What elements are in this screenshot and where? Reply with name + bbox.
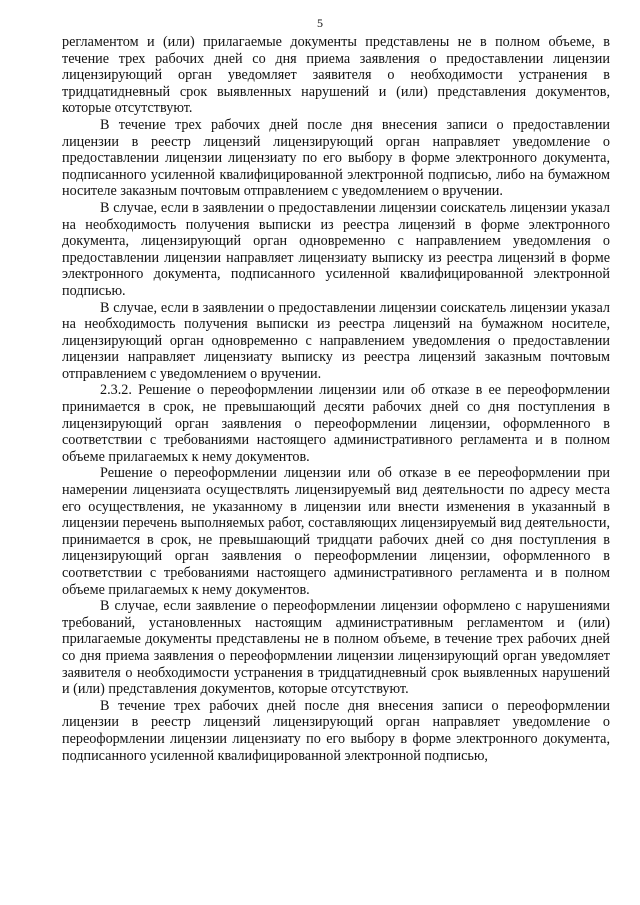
- paragraph-continuation: регламентом и (или) прилагаемые документы представлены не в полном объеме, в течение трех рабочих дней со дня приема заявления о предоставлении лицензии лицензирующий орган уведомляет заявителя о необходимости устранения в тридцатидневный срок выявленных нарушений и (или) представления документов, которые отсутствуют.: [62, 34, 610, 117]
- paragraph: В течение трех рабочих дней после дня внесения записи о предоставлении лицензии в реестр лицензий лицензирующий орган направляет уведомление о предоставлении лицензии лицензиату по его выбору в форме электронного документа, подписанного усиленной квалифицированной электронной подписью, либо на бумажном носителе заказным почтовым отправлением с уведомлением о вручении.: [62, 116, 610, 200]
- page-number: 5: [317, 16, 323, 30]
- paragraph: В течение трех рабочих дней после дня внесения записи о переоформлении лицензии в реестр лицензий лицензирующий орган направляет уведомление о переоформлении лицензии лицензиату по его выбору в форме электронного документа, подписанного усиленной квалифицированной электронной подписью,: [62, 697, 610, 764]
- paragraph: В случае, если заявление о переоформлении лицензии оформлено с нарушениями требований, установленных настоящим административным регламентом и (или) прилагаемые документы представлены не в полном объеме, в течение трех рабочих дней со дня приема заявления о переоформлении лицензии лицензирующий орган уведомляет заявителя о необходимости устранения в тридцатидневный срок выявленных нарушений и (или) представления документов, которые отсутствуют.: [62, 598, 610, 698]
- body-text: [62, 34, 610, 764]
- paragraph: В случае, если в заявлении о предоставлении лицензии соискатель лицензии указал на необходимость получения выписки из реестра лицензий на бумажном носителе, лицензирующий орган одновременно с направлением уведомления о предоставлении лицензии направляет лицензиату выписку из реестра лицензий заказным почтовым отправлением с уведомлением о вручении.: [62, 299, 610, 382]
- paragraph: Решение о переоформлении лицензии или об отказе в ее переоформлении при намерении лицензиата осуществлять лицензируемый вид деятельности по адресу места его осуществления, не указанному в лицензии или внести изменения в указанный в лицензии перечень выполняемых работ, составляющих лицензируемый вид деятельности, принимается в срок, не превышающий тридцати рабочих дней со дня поступления в лицензирующий орган заявления о переоформлении лицензии, оформленного в соответствии с требованиями настоящего административного регламента и в полном объеме прилагаемых к нему документов.: [62, 465, 610, 598]
- paragraph: В случае, если в заявлении о предоставлении лицензии соискатель лицензии указал на необходимость получения выписки из реестра лицензий в форме электронного документа, лицензирующий орган одновременно с направлением уведомления о предоставлении лицензии направляет лицензиату выписку из реестра лицензий в форме электронного документа, подписанного усиленной квалифицированной электронной подписью.: [62, 199, 610, 299]
- paragraph-section-2-3-2: 2.3.2. Решение о переоформлении лицензии или об отказе в ее переоформлении принимается в срок, не превышающий десяти рабочих дней со дня поступления в лицензирующий орган заявления о переоформлении лицензии, оформленного в соответствии с требованиями настоящего административного регламента и в полном объеме прилагаемых к нему документов.: [62, 382, 610, 465]
